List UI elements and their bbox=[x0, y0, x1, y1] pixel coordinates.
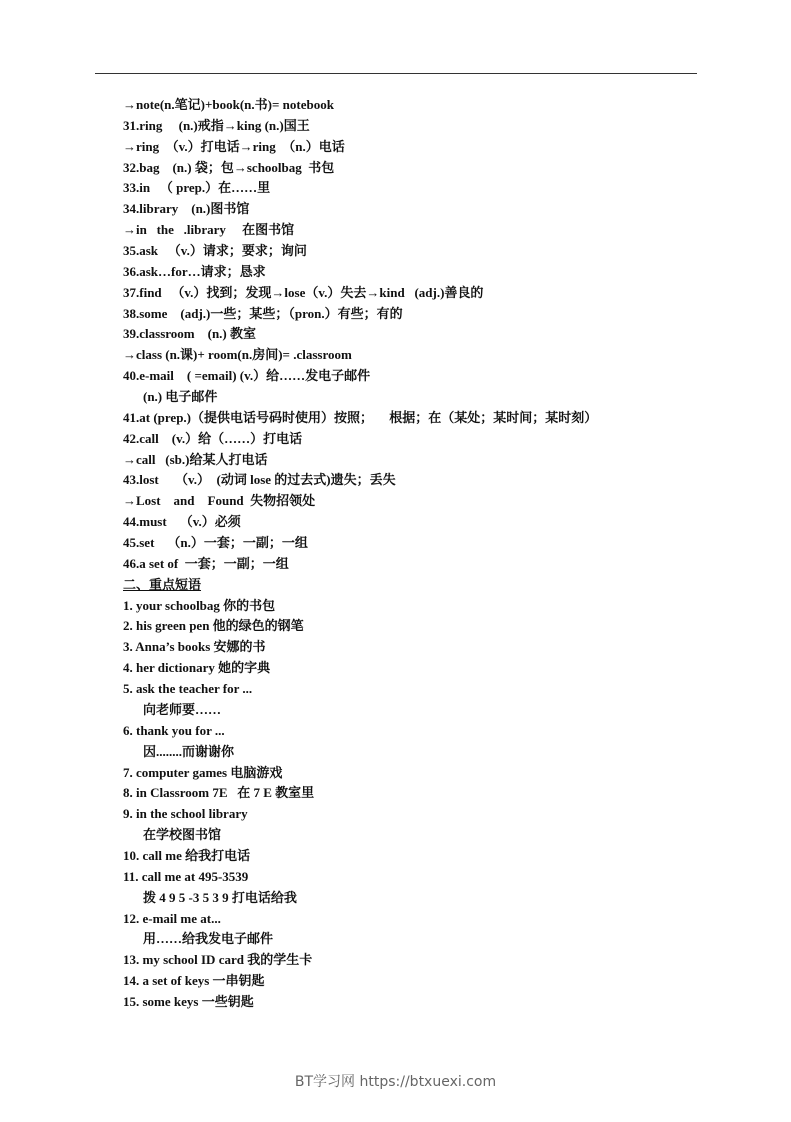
text-line: 36.ask…for…请求；恳求 bbox=[123, 263, 266, 279]
footer-watermark: BT学习网 https://btxuexi.com bbox=[294, 1074, 497, 1090]
text-line: 44.must （v.）必须 bbox=[123, 514, 241, 530]
text-line: 5. ask the teacher for ... bbox=[123, 681, 253, 697]
text-line: 9. in the school library bbox=[123, 806, 248, 822]
header-rule bbox=[95, 73, 697, 74]
text-line: (n.) 电子邮件 bbox=[143, 389, 218, 405]
text-line: 7. computer games 电脑游戏 bbox=[123, 764, 283, 780]
text-line: →in the .library 在图书馆 bbox=[123, 222, 295, 238]
text-line: 42.call (v.）给（……）打电话 bbox=[123, 430, 303, 446]
text-line: 39.classroom (n.) 教室 bbox=[123, 326, 257, 342]
text-line: 35.ask （v.）请求；要求；询问 bbox=[123, 243, 307, 259]
text-line: 向老师要…… bbox=[143, 701, 222, 717]
text-line: 拨 4 9 5 -3 5 3 9 打电话给我 bbox=[143, 889, 297, 905]
text-line: 37.find （v.）找到；发现→lose（v.）失去→kind (adj.)善良的 bbox=[123, 284, 484, 300]
text-line: 43.lost （v.） (动词 lose 的过去式)遗失；丢失 bbox=[123, 472, 396, 488]
text-line: 4. her dictionary 她的字典 bbox=[123, 660, 271, 676]
text-line: 10. call me 给我打电话 bbox=[123, 847, 251, 863]
text-line: 46.a set of 一套；一副；一组 bbox=[123, 555, 289, 571]
text-line: 8. in Classroom 7E 在 7 E 教室里 bbox=[123, 785, 315, 801]
text-line: 11. call me at 495-3539 bbox=[123, 868, 249, 884]
text-line: 12. e-mail me at... bbox=[123, 910, 221, 926]
text-line: 32.bag (n.) 袋；包→schoolbag 书包 bbox=[123, 159, 335, 175]
text-line: 13. my school ID card 我的学生卡 bbox=[123, 952, 313, 968]
text-line: 31.ring (n.)戒指→king (n.)国王 bbox=[123, 117, 310, 133]
text-line: 38.some (adj.)一些；某些；（pron.）有些；有的 bbox=[123, 305, 403, 321]
text-line: →ring （v.）打电话→ring （n.）电话 bbox=[123, 138, 345, 154]
text-line: →class (n.课)+ room(n.房间)= .classroom bbox=[123, 347, 352, 363]
document-body bbox=[123, 95, 597, 1013]
text-line: 1. your schoolbag 你的书包 bbox=[123, 597, 276, 613]
text-line: 3. Anna’s books 安娜的书 bbox=[123, 639, 266, 655]
text-line: 33.in （ prep.）在……里 bbox=[123, 180, 271, 196]
section-heading: 二、重点短语 bbox=[123, 576, 202, 592]
text-line: 41.at (prep.)（提供电话号码时使用）按照； 根据；在（某处；某时间；某时刻） bbox=[123, 409, 598, 425]
text-line: 14. a set of keys 一串钥匙 bbox=[123, 973, 265, 989]
text-line: 45.set （n.）一套；一副；一组 bbox=[123, 535, 308, 551]
text-line: 15. some keys 一些钥匙 bbox=[123, 993, 254, 1009]
text-line: 6. thank you for ... bbox=[123, 722, 225, 738]
text-line: →Lost and Found 失物招领处 bbox=[123, 493, 316, 509]
text-line: 40.e-mail ( =email) (v.）给……发电子邮件 bbox=[123, 368, 371, 384]
text-line: 2. his green pen 他的绿色的钢笔 bbox=[123, 618, 304, 634]
text-line: →call (sb.)给某人打电话 bbox=[123, 451, 268, 467]
text-line: 用……给我发电子邮件 bbox=[143, 931, 274, 947]
text-line: →note(n.笔记)+book(n.书)= notebook bbox=[123, 97, 334, 112]
text-line: 在学校图书馆 bbox=[143, 827, 222, 843]
text-line: 因........而谢谢你 bbox=[143, 743, 235, 759]
text-line: 34.library (n.)图书馆 bbox=[123, 201, 250, 217]
